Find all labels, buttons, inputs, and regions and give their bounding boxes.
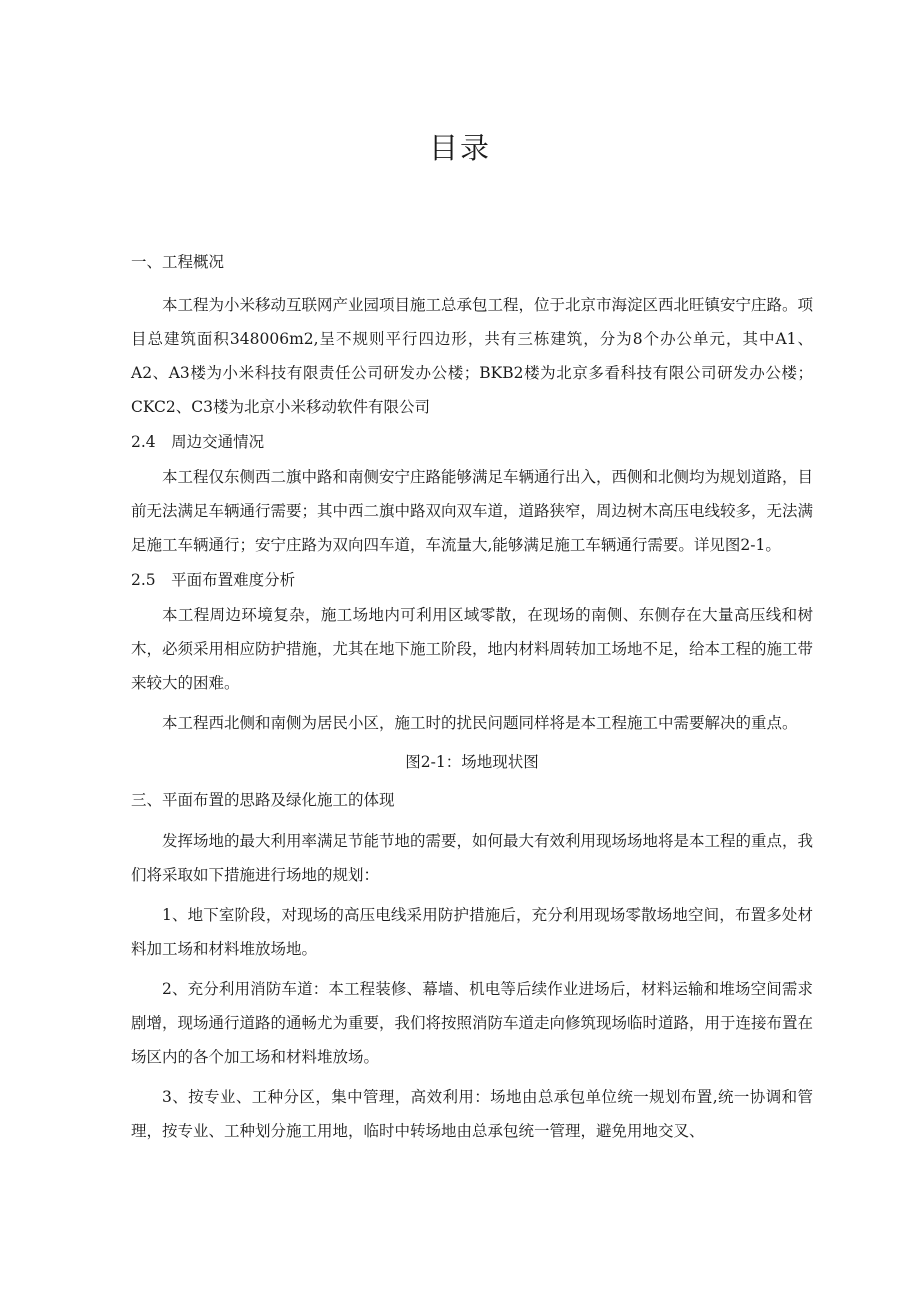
section-heading-layout-difficulty: 2.5 平面布置难度分析 (131, 571, 296, 589)
paragraph-layout-difficulty-1: 本工程周边环境复杂，施工场地内可利用区域零散，在现场的南侧、东侧存在大量高压线和树木，必须采用相应防护措施，尤其在地下施工阶段，地内材料周转加工场地不足，给本工程的施工带来较大的困难。 (131, 606, 814, 692)
figure-caption: 图2-1：场地现状图 (405, 753, 539, 771)
page-title: 目录 (428, 131, 491, 165)
paragraph-overview: 本工程为小米移动互联网产业园项目施工总承包工程，位于北京市海淀区西北旺镇安宁庄路。项目总建筑面积348006m2,呈不规则平行四边形，共有三栋建筑，分为8个办公单元，其中A1、A2、A3楼为小米科技有限责任公司研发办公楼；BKB2楼为北京多看科技有限公司研发办公楼；CKC2、C3楼为北京小米移动软件有限公司 (131, 296, 814, 416)
section-heading-overview: 一、工程概况 (131, 253, 225, 271)
section-heading-traffic: 2.4 周边交通情况 (131, 433, 265, 451)
paragraph-approach-3: 2、充分利用消防车道：本工程装修、幕墙、机电等后续作业进场后，材料运输和堆场空间需求剧增，现场通行道路的通畅尤为重要，我们将按照消防车道走向修筑现场临时道路，用于连接布置在场区内的各个加工场和材料堆放场。 (131, 980, 814, 1066)
document-body (131, 250, 813, 1148)
section-heading-layout-approach: 三、平面布置的思路及绿化施工的体现 (131, 791, 395, 809)
paragraph-approach-1: 发挥场地的最大利用率满足节能节地的需要，如何最大有效利用现场场地将是本工程的重点，我们将采取如下措施进行场地的规划： (131, 832, 814, 884)
paragraph-layout-difficulty-2: 本工程西北侧和南侧为居民小区，施工时的扰民问题同样将是本工程施工中需要解决的重点。 (162, 714, 798, 732)
paragraph-approach-4: 3、按专业、工种分区，集中管理，高效利用：场地由总承包单位统一规划布置,统一协调和管理，按专业、工种划分施工用地，临时中转场地由总承包统一管理，避免用地交叉、 (131, 1088, 813, 1140)
paragraph-approach-2: 1、地下室阶段，对现场的高压电线采用防护措施后，充分利用现场零散场地空间，布置多处材料加工场和材料堆放场地。 (131, 906, 813, 958)
paragraph-traffic: 本工程仅东侧西二旗中路和南侧安宁庄路能够满足车辆通行出入，西侧和北侧均为规划道路，目前无法满足车辆通行需要；其中西二旗中路双向双车道，道路狭窄，周边树木高压电线较多，无法满足施工车辆通行；安宁庄路为双向四车道，车流量大,能够满足施工车辆通行需要。详见图2-1。 (131, 468, 814, 554)
